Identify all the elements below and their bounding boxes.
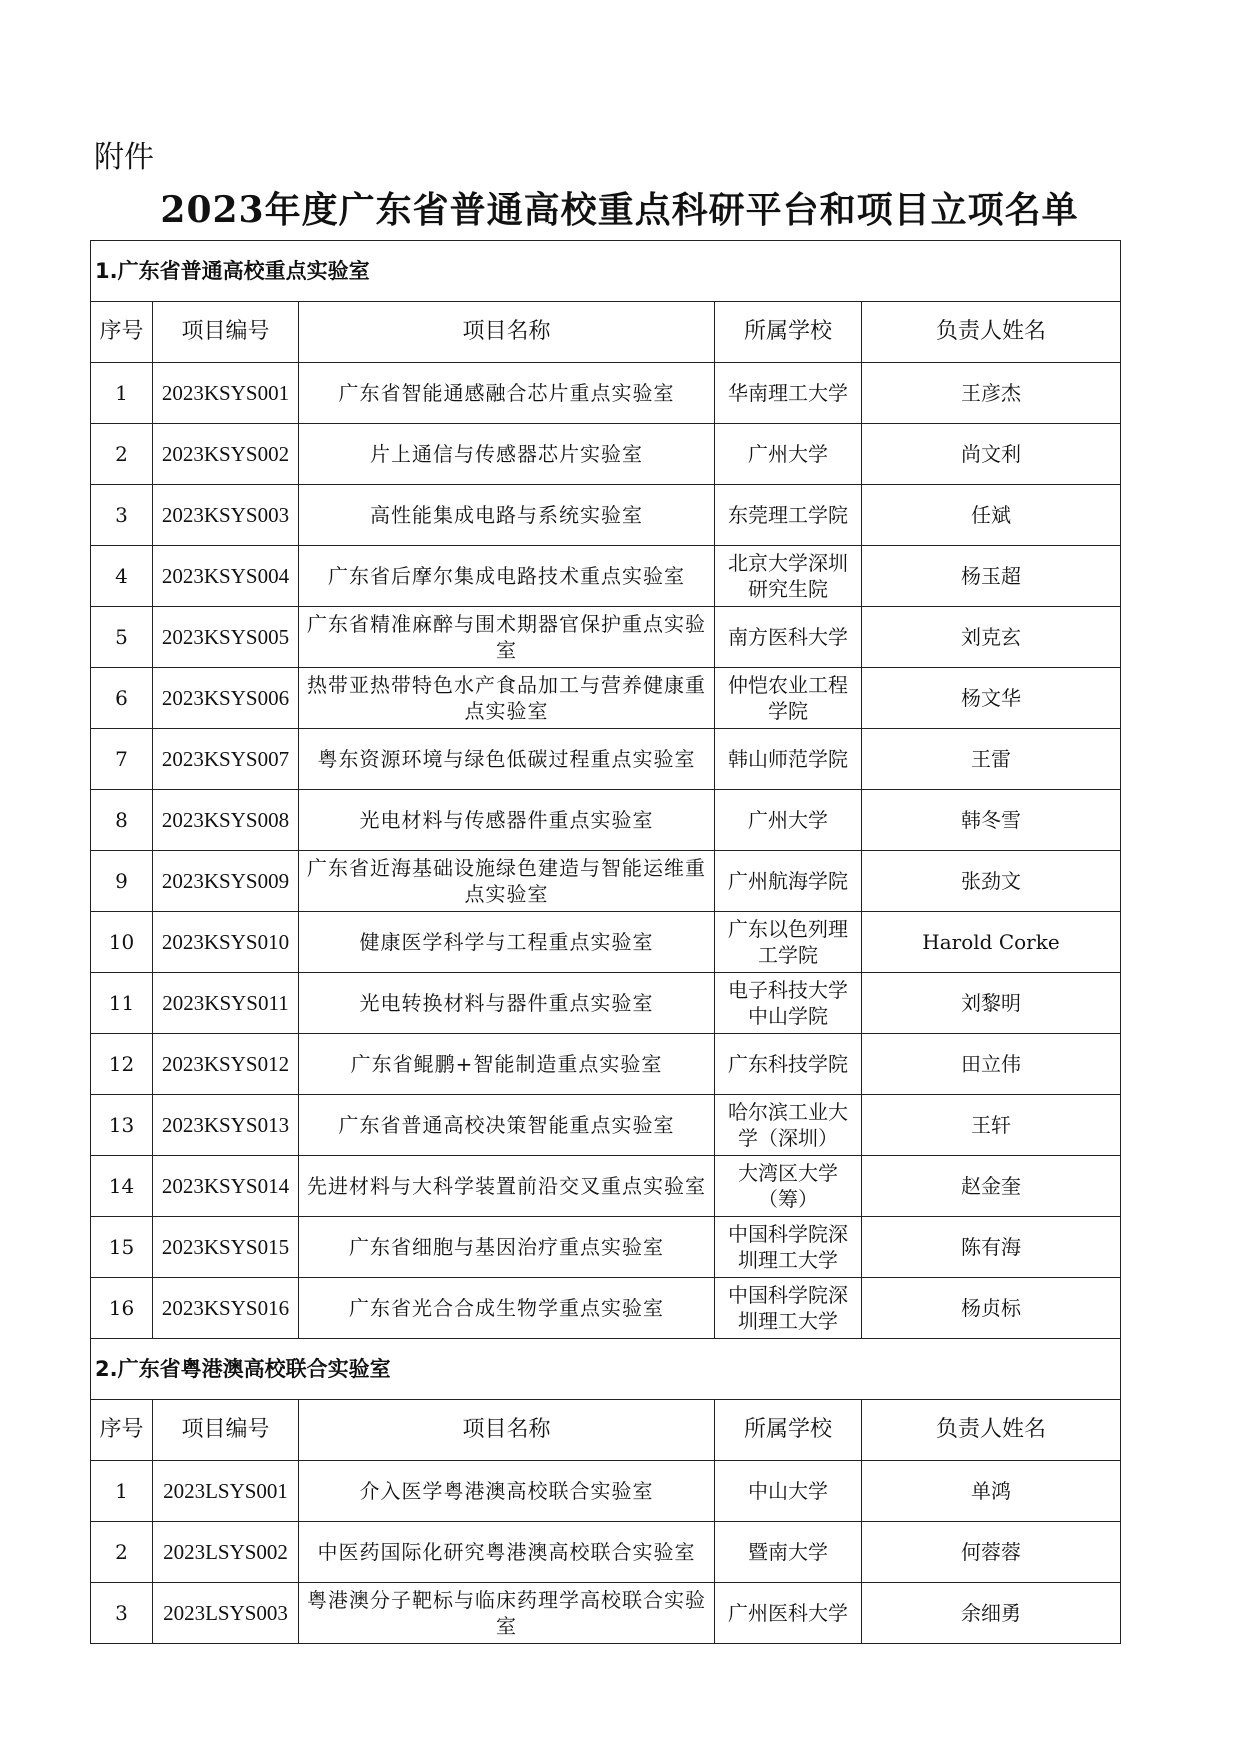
cell-code: 2023KSYS006 (153, 668, 299, 729)
cell-index: 9 (91, 851, 153, 912)
cell-index: 15 (91, 1217, 153, 1278)
cell-code: 2023KSYS009 (153, 851, 299, 912)
cell-project-name: 广东省细胞与基因治疗重点实验室 (299, 1217, 715, 1278)
header-index: 序号 (91, 1400, 153, 1461)
cell-leader: 单鸿 (862, 1461, 1121, 1522)
cell-project-name: 广东省近海基础设施绿色建造与智能运维重点实验室 (299, 851, 715, 912)
table-row (91, 1583, 1121, 1644)
column-header-row (91, 1400, 1121, 1461)
cell-index: 16 (91, 1278, 153, 1339)
cell-leader: 王雷 (862, 729, 1121, 790)
table-row (91, 668, 1121, 729)
table-row (91, 790, 1121, 851)
cell-project-name: 高性能集成电路与系统实验室 (299, 485, 715, 546)
cell-project-name: 介入医学粤港澳高校联合实验室 (299, 1461, 715, 1522)
table-row (91, 1217, 1121, 1278)
cell-project-name: 中医药国际化研究粤港澳高校联合实验室 (299, 1522, 715, 1583)
cell-leader: 杨文华 (862, 668, 1121, 729)
cell-school: 广州大学 (715, 790, 862, 851)
cell-project-name: 光电转换材料与器件重点实验室 (299, 973, 715, 1034)
cell-index: 2 (91, 1522, 153, 1583)
project-list-table (90, 240, 1121, 1644)
cell-leader: Harold Corke (862, 912, 1121, 973)
cell-leader: 陈有海 (862, 1217, 1121, 1278)
cell-project-name: 光电材料与传感器件重点实验室 (299, 790, 715, 851)
cell-leader: 杨玉超 (862, 546, 1121, 607)
header-index: 序号 (91, 302, 153, 363)
table-row (91, 973, 1121, 1034)
cell-leader: 杨贞标 (862, 1278, 1121, 1339)
cell-project-name: 粤港澳分子靶标与临床药理学高校联合实验室 (299, 1583, 715, 1644)
cell-code: 2023KSYS005 (153, 607, 299, 668)
cell-code: 2023LSYS003 (153, 1583, 299, 1644)
cell-code: 2023KSYS011 (153, 973, 299, 1034)
cell-code: 2023KSYS003 (153, 485, 299, 546)
cell-school: 电子科技大学中山学院 (715, 973, 862, 1034)
cell-leader: 王轩 (862, 1095, 1121, 1156)
cell-project-name: 广东省普通高校决策智能重点实验室 (299, 1095, 715, 1156)
cell-school: 中国科学院深圳理工大学 (715, 1217, 862, 1278)
table-row (91, 1095, 1121, 1156)
cell-leader: 余细勇 (862, 1583, 1121, 1644)
cell-index: 1 (91, 1461, 153, 1522)
cell-leader: 刘克玄 (862, 607, 1121, 668)
attachment-label: 附件 (94, 140, 154, 175)
header-school: 所属学校 (715, 302, 862, 363)
cell-school: 暨南大学 (715, 1522, 862, 1583)
table-row (91, 1034, 1121, 1095)
section-title: 1.广东省普通高校重点实验室 (91, 241, 1121, 302)
table-row (91, 607, 1121, 668)
cell-code: 2023KSYS013 (153, 1095, 299, 1156)
cell-school: 哈尔滨工业大学（深圳） (715, 1095, 862, 1156)
table-row (91, 1522, 1121, 1583)
cell-school: 广州大学 (715, 424, 862, 485)
table-row (91, 1156, 1121, 1217)
cell-leader: 何蓉蓉 (862, 1522, 1121, 1583)
cell-project-name: 片上通信与传感器芯片实验室 (299, 424, 715, 485)
cell-school: 大湾区大学（筹） (715, 1156, 862, 1217)
cell-code: 2023KSYS014 (153, 1156, 299, 1217)
cell-index: 8 (91, 790, 153, 851)
cell-code: 2023KSYS001 (153, 363, 299, 424)
cell-index: 5 (91, 607, 153, 668)
cell-project-name: 广东省光合合成生物学重点实验室 (299, 1278, 715, 1339)
cell-index: 1 (91, 363, 153, 424)
cell-index: 10 (91, 912, 153, 973)
cell-school: 广州航海学院 (715, 851, 862, 912)
cell-leader: 韩冬雪 (862, 790, 1121, 851)
cell-project-name: 广东省智能通感融合芯片重点实验室 (299, 363, 715, 424)
cell-school: 广州医科大学 (715, 1583, 862, 1644)
cell-project-name: 先进材料与大科学装置前沿交叉重点实验室 (299, 1156, 715, 1217)
cell-index: 3 (91, 1583, 153, 1644)
cell-school: 广东以色列理工学院 (715, 912, 862, 973)
cell-code: 2023KSYS002 (153, 424, 299, 485)
cell-index: 4 (91, 546, 153, 607)
cell-code: 2023KSYS010 (153, 912, 299, 973)
cell-project-name: 热带亚热带特色水产食品加工与营养健康重点实验室 (299, 668, 715, 729)
cell-school: 中山大学 (715, 1461, 862, 1522)
table-row (91, 1278, 1121, 1339)
cell-leader: 王彦杰 (862, 363, 1121, 424)
header-code: 项目编号 (153, 302, 299, 363)
cell-school: 中国科学院深圳理工大学 (715, 1278, 862, 1339)
cell-code: 2023LSYS001 (153, 1461, 299, 1522)
cell-index: 6 (91, 668, 153, 729)
cell-index: 12 (91, 1034, 153, 1095)
cell-project-name: 健康医学科学与工程重点实验室 (299, 912, 715, 973)
cell-code: 2023KSYS016 (153, 1278, 299, 1339)
table-row (91, 546, 1121, 607)
section-header (91, 241, 1121, 302)
header-code: 项目编号 (153, 1400, 299, 1461)
header-project-name: 项目名称 (299, 1400, 715, 1461)
section-header (91, 1339, 1121, 1400)
table-row (91, 912, 1121, 973)
table-row (91, 424, 1121, 485)
header-leader: 负责人姓名 (862, 302, 1121, 363)
cell-index: 11 (91, 973, 153, 1034)
cell-code: 2023KSYS008 (153, 790, 299, 851)
cell-index: 3 (91, 485, 153, 546)
cell-leader: 刘黎明 (862, 973, 1121, 1034)
cell-leader: 任斌 (862, 485, 1121, 546)
cell-index: 7 (91, 729, 153, 790)
cell-leader: 张劲文 (862, 851, 1121, 912)
cell-code: 2023KSYS015 (153, 1217, 299, 1278)
cell-leader: 尚文利 (862, 424, 1121, 485)
cell-school: 仲恺农业工程学院 (715, 668, 862, 729)
table-row (91, 363, 1121, 424)
cell-project-name: 粤东资源环境与绿色低碳过程重点实验室 (299, 729, 715, 790)
cell-project-name: 广东省精准麻醉与围术期器官保护重点实验室 (299, 607, 715, 668)
cell-project-name: 广东省鲲鹏+智能制造重点实验室 (299, 1034, 715, 1095)
header-leader: 负责人姓名 (862, 1400, 1121, 1461)
cell-code: 2023KSYS012 (153, 1034, 299, 1095)
cell-school: 北京大学深圳研究生院 (715, 546, 862, 607)
cell-school: 东莞理工学院 (715, 485, 862, 546)
cell-school: 韩山师范学院 (715, 729, 862, 790)
cell-leader: 赵金奎 (862, 1156, 1121, 1217)
table-row (91, 485, 1121, 546)
table-row (91, 1461, 1121, 1522)
cell-school: 广东科技学院 (715, 1034, 862, 1095)
table-row (91, 851, 1121, 912)
column-header-row (91, 302, 1121, 363)
cell-index: 14 (91, 1156, 153, 1217)
section-title: 2.广东省粤港澳高校联合实验室 (91, 1339, 1121, 1400)
cell-code: 2023KSYS004 (153, 546, 299, 607)
document-title: 2023年度广东省普通高校重点科研平台和项目立项名单 (160, 189, 1079, 231)
cell-index: 13 (91, 1095, 153, 1156)
header-project-name: 项目名称 (299, 302, 715, 363)
cell-index: 2 (91, 424, 153, 485)
cell-project-name: 广东省后摩尔集成电路技术重点实验室 (299, 546, 715, 607)
cell-school: 华南理工大学 (715, 363, 862, 424)
header-school: 所属学校 (715, 1400, 862, 1461)
cell-leader: 田立伟 (862, 1034, 1121, 1095)
cell-school: 南方医科大学 (715, 607, 862, 668)
table-row (91, 729, 1121, 790)
cell-code: 2023LSYS002 (153, 1522, 299, 1583)
table-body (91, 241, 1121, 1644)
cell-code: 2023KSYS007 (153, 729, 299, 790)
